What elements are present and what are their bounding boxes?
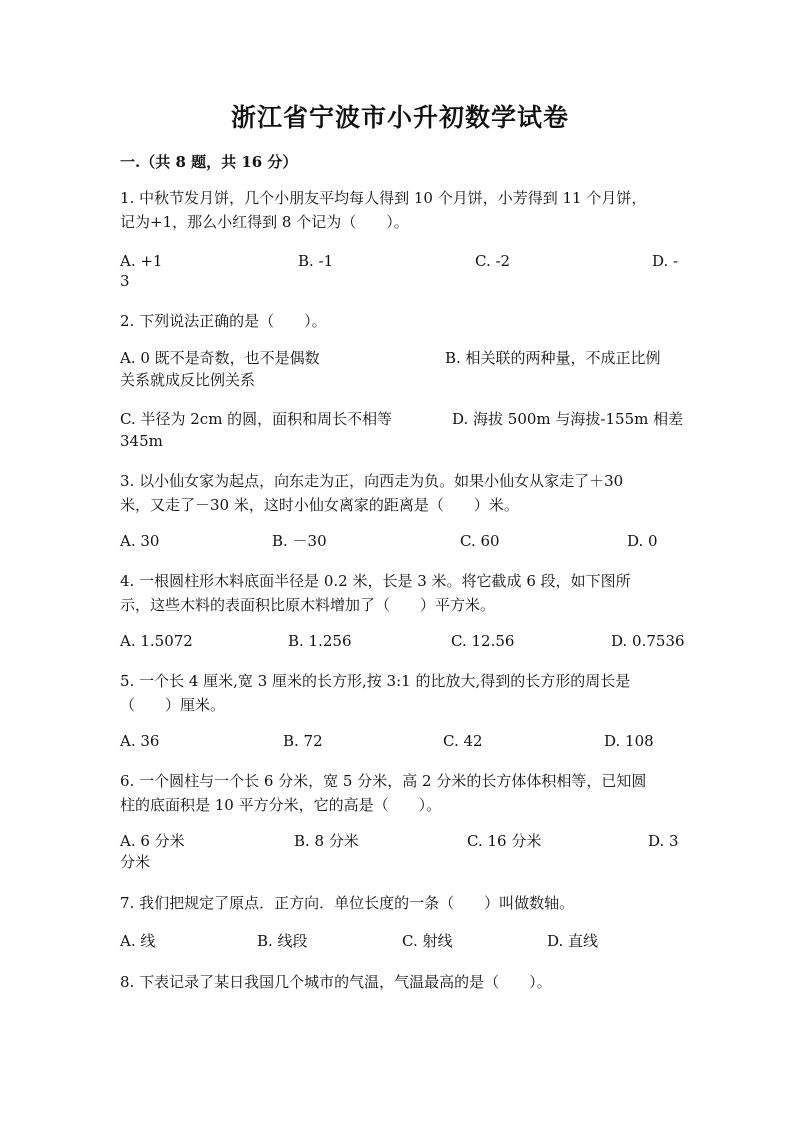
question-1-line-2: 记为+1，那么小红得到 8 个记为（ ）。 [120, 213, 409, 231]
question-2-option-d-wrap: 345m [120, 432, 163, 450]
page-title: 浙江省宁波市小升初数学试卷 [230, 103, 569, 132]
question-4-line-1: 4. 一根圆柱形木料底面半径是 0.2 米，长是 3 米。将它截成 6 段，如下图所 [120, 572, 631, 590]
question-7 [120, 891, 680, 915]
question-7-option-c[interactable]: C. 射线 [402, 932, 453, 950]
question-2-line-1: 2. 下列说法正确的是（ ）。 [120, 312, 327, 330]
question-8-line-1: 8. 下表记录了某日我国几个城市的气温，气温最高的是（ ）。 [120, 973, 552, 991]
question-2-option-a[interactable]: A. 0 既不是奇数，也不是偶数 [120, 349, 320, 367]
question-5-option-a[interactable]: A. 36 [120, 732, 160, 750]
question-6-option-c[interactable]: C. 16 分米 [467, 832, 542, 850]
question-2 [120, 309, 680, 333]
question-7-option-b[interactable]: B. 线段 [257, 932, 308, 950]
question-7-option-d[interactable]: D. 直线 [547, 932, 599, 950]
question-6-option-d[interactable]: D. 3 [648, 832, 679, 850]
question-3-option-d[interactable]: D. 0 [627, 532, 658, 550]
question-3-line-1: 3. 以小仙女家为起点，向东走为正，向西走为负。如果小仙女从家走了＋30 [120, 472, 624, 490]
question-5-line-2: （ ）厘米。 [120, 696, 226, 714]
question-1-option-d[interactable]: D. - [652, 252, 679, 270]
question-1-option-a[interactable]: A. +1 [120, 252, 163, 270]
question-6-line-1: 6. 一个圆柱与一个长 6 分米，宽 5 分米，高 2 分米的长方体体积相等，已知圆 [120, 772, 647, 790]
question-3-option-b[interactable]: B. －30 [272, 532, 327, 550]
question-5-option-b[interactable]: B. 72 [283, 732, 323, 750]
question-4-line-2: 示，这些木料的表面积比原木料增加了（ ）平方米。 [120, 596, 496, 614]
section-heading: 一.（共 8 题，共 16 分） [120, 153, 298, 171]
question-6-option-b[interactable]: B. 8 分米 [294, 832, 359, 850]
question-5-option-d[interactable]: D. 108 [604, 732, 654, 750]
question-6-option-a[interactable]: A. 6 分米 [120, 832, 185, 850]
question-5-option-c[interactable]: C. 42 [443, 732, 483, 750]
question-3-option-c[interactable]: C. 60 [460, 532, 500, 550]
question-4 [120, 569, 680, 617]
question-7-line-1: 7. 我们把规定了原点．正方向．单位长度的一条（ ）叫做数轴。 [120, 894, 575, 912]
question-5 [120, 669, 680, 717]
question-4-option-b[interactable]: B. 1.256 [288, 632, 352, 650]
question-1-option-c[interactable]: C. -2 [475, 252, 511, 270]
question-2-option-b-wrap: 关系就成反比例关系 [120, 371, 256, 389]
question-6-line-2: 柱的底面积是 10 平方分米，它的高是（ ）。 [120, 796, 442, 814]
question-4-option-d[interactable]: D. 0.7536 [611, 632, 685, 650]
question-5-line-1: 5. 一个长 4 厘米,宽 3 厘米的长方形,按 3:1 的比放大,得到的长方形的周长是 [120, 672, 631, 690]
question-1-option-b[interactable]: B. -1 [298, 252, 334, 270]
question-1-option-d-wrap: 3 [120, 272, 130, 290]
question-2-option-c[interactable]: C. 半径为 2cm 的圆，面积和周长不相等 [120, 410, 393, 428]
question-1-line-1: 1. 中秋节发月饼，几个小朋友平均每人得到 10 个月饼，小芳得到 11 个月饼， [120, 189, 647, 207]
question-6 [120, 769, 680, 817]
question-2-option-b[interactable]: B. 相关联的两种量，不成正比例 [445, 349, 661, 367]
question-4-option-a[interactable]: A. 1.5072 [120, 632, 193, 650]
question-8 [120, 970, 680, 994]
question-4-option-c[interactable]: C. 12.56 [451, 632, 515, 650]
question-6-option-d-wrap: 分米 [120, 853, 151, 871]
question-2-option-d[interactable]: D. 海拔 500m 与海拔-155m 相差 [452, 410, 684, 428]
question-3-line-2: 米，又走了－30 米，这时小仙女离家的距离是（ ）米。 [120, 496, 519, 514]
question-3-option-a[interactable]: A. 30 [120, 532, 160, 550]
question-1 [120, 186, 680, 234]
question-7-option-a[interactable]: A. 线 [120, 932, 156, 950]
question-3 [120, 469, 680, 517]
